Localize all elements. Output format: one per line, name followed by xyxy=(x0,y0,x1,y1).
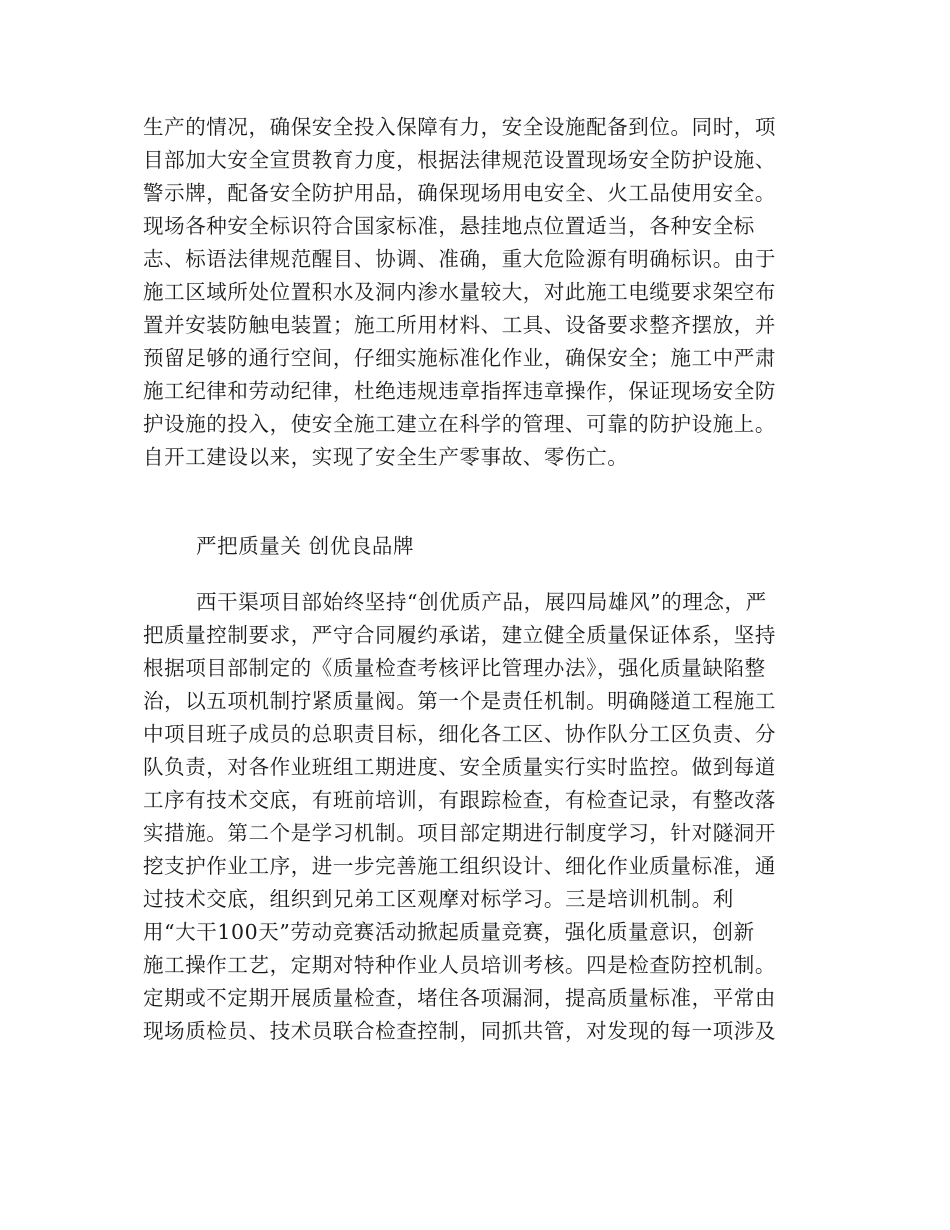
paragraph-line: 西干渠项目部始终坚持“创优质产品，展四局雄风”的理念，严 xyxy=(196,590,767,614)
paragraph-line: 挖支护作业工序，进一步完善施工组织设计、细化作业质量标准，通 xyxy=(143,854,776,878)
paragraph-line: 生产的情况，确保安全投入保障有力，安全设施配备到位。同时，项 xyxy=(143,115,776,139)
paragraph-line: 护设施的投入，使安全施工建立在科学的管理、可靠的防护设施上。 xyxy=(143,412,776,436)
paragraph-line: 把质量控制要求，严守合同履约承诺，建立健全质量保证体系，坚持 xyxy=(143,623,776,647)
paragraph-line: 现场各种安全标识符合国家标准，悬挂地点位置适当，各种安全标 xyxy=(143,214,755,238)
paragraph-line: 用“大干100天”劳动竞赛活动掀起质量竞赛，强化质量意识，创新 xyxy=(143,920,755,944)
paragraph-line: 根据项目部制定的《质量检查考核评比管理办法》，强化质量缺陷整 xyxy=(143,656,766,680)
paragraph-line: 自开工建设以来，实现了安全生产零事故、零伤亡。 xyxy=(143,445,629,469)
paragraph-line: 队负责，对各作业班组工期进度、安全质量实行实时监控。做到每道 xyxy=(143,755,776,779)
paragraph-line: 置并安装防触电装置；施工所用材料、工具、设备要求整齐摆放，并 xyxy=(143,313,776,337)
paragraph-line: 施工操作工艺，定期对特种作业人员培训考核。四是检查防控机制。 xyxy=(143,953,776,977)
paragraph-line: 定期或不定期开展质量检查，堵住各项漏洞，提高质量标准，平常由 xyxy=(143,986,776,1010)
paragraph-line: 现场质检员、技术员联合检查控制，同抓共管，对发现的每一项涉及 xyxy=(143,1019,776,1043)
paragraph-line: 实措施。第二个是学习机制。项目部定期进行制度学习，针对隧洞开 xyxy=(143,821,776,845)
paragraph-line: 预留足够的通行空间，仔细实施标准化作业，确保安全；施工中严肃 xyxy=(143,346,776,370)
paragraph-line: 施工区域所处位置积水及洞内渗水量较大，对此施工电缆要求架空布 xyxy=(143,280,776,304)
paragraph-line: 中项目班子成员的总职责目标，细化各工区、协作队分工区负责、分 xyxy=(143,722,776,746)
paragraph-line: 目部加大安全宣贯教育力度，根据法律规范设置现场安全防护设施、 xyxy=(143,148,776,172)
paragraph-line: 志、标语法律规范醒目、协调、准确，重大危险源有明确标识。由于 xyxy=(143,247,776,271)
paragraph-line: 过技术交底，组织到兄弟工区观摩对标学习。三是培训机制。利 xyxy=(143,887,734,911)
paragraph-line: 警示牌，配备安全防护用品，确保现场用电安全、火工品使用安全。 xyxy=(143,181,776,205)
paragraph-line: 施工纪律和劳动纪律，杜绝违规违章指挥违章操作，保证现场安全防 xyxy=(143,379,776,403)
section-heading: 严把质量关 创优良品牌 xyxy=(196,534,415,558)
paragraph-line: 工序有技术交底，有班前培训，有跟踪检查，有检查记录，有整改落 xyxy=(143,788,776,812)
paragraph-line: 治，以五项机制拧紧质量阀。第一个是责任机制。明确隧道工程施工 xyxy=(143,689,776,713)
